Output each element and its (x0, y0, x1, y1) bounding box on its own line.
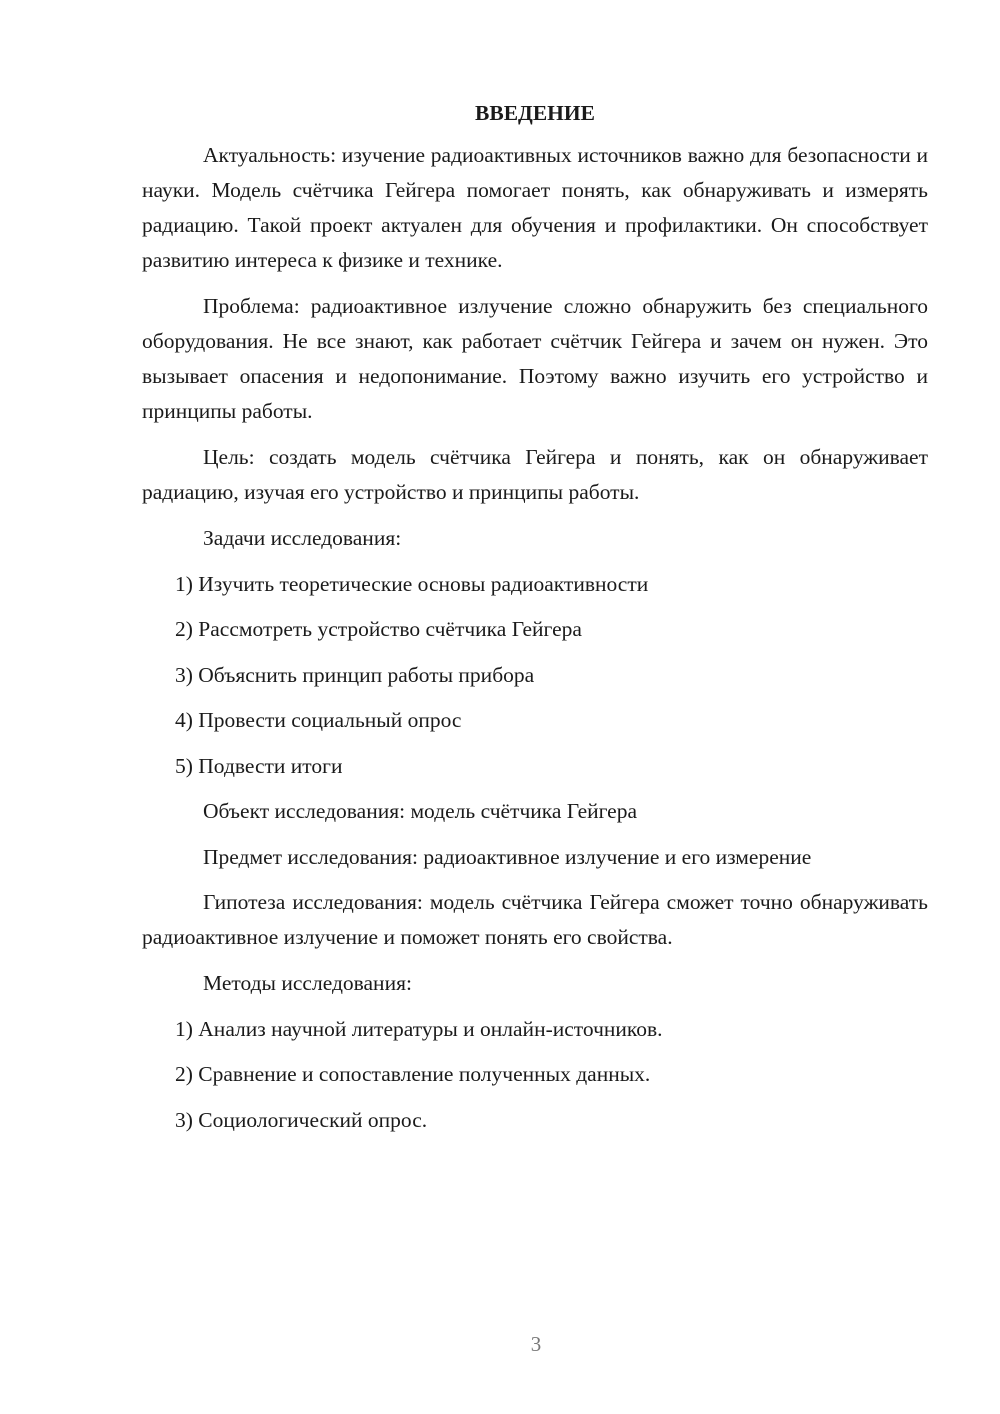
document-page (142, 96, 928, 1148)
goal-paragraph: Цель: создать модель счётчика Гейгера и понять, как он обнаруживает радиацию, изучая его устройство и принципы работы. (142, 445, 928, 504)
page-title: ВВЕДЕНИЕ (475, 101, 595, 125)
hypothesis-paragraph: Гипотеза исследования: модель счётчика Гейгера сможет точно обнаруживать радиоактивное излучение и поможет понять его свойства. (142, 890, 928, 949)
task-item: 1) Изучить теоретические основы радиоактивности (175, 571, 649, 596)
problem-paragraph: Проблема: радиоактивное излучение сложно обнаружить без специального оборудования. Не все знают, как работает счётчик Гейгера и зачем он нужен. Это вызывает опасения и недопонимание. Поэтому важно изучить его устройство и принципы работы. (142, 294, 928, 423)
methods-label: Методы исследования: (203, 971, 412, 995)
method-item: 3) Социологический опрос. (175, 1107, 428, 1132)
task-item: 2) Рассмотреть устройство счётчика Гейгера (175, 617, 582, 641)
tasks-label: Задачи исследования: (203, 526, 402, 550)
page-number: 3 (530, 1332, 542, 1356)
task-item: 4) Провести социальный опрос (175, 708, 462, 732)
method-item: 1) Анализ научной литературы и онлайн-источников. (175, 1016, 663, 1041)
method-item: 2) Сравнение и сопоставление полученных данных. (175, 1062, 651, 1086)
relevance-paragraph: Актуальность: изучение радиоактивных источников важно для безопасности и науки. Модель счётчика Гейгера помогает понять, как обнаруживать и измерять радиацию. Такой проект актуален для обучения и профилактики. Он способствует развитию интереса к физике и технике. (142, 143, 928, 272)
research-object: Объект исследования: модель счётчика Гейгера (203, 799, 638, 823)
task-item: 3) Объяснить принцип работы прибора (175, 662, 535, 687)
research-subject: Предмет исследования: радиоактивное излучение и его измерение (203, 844, 812, 869)
task-item: 5) Подвести итоги (175, 753, 343, 778)
